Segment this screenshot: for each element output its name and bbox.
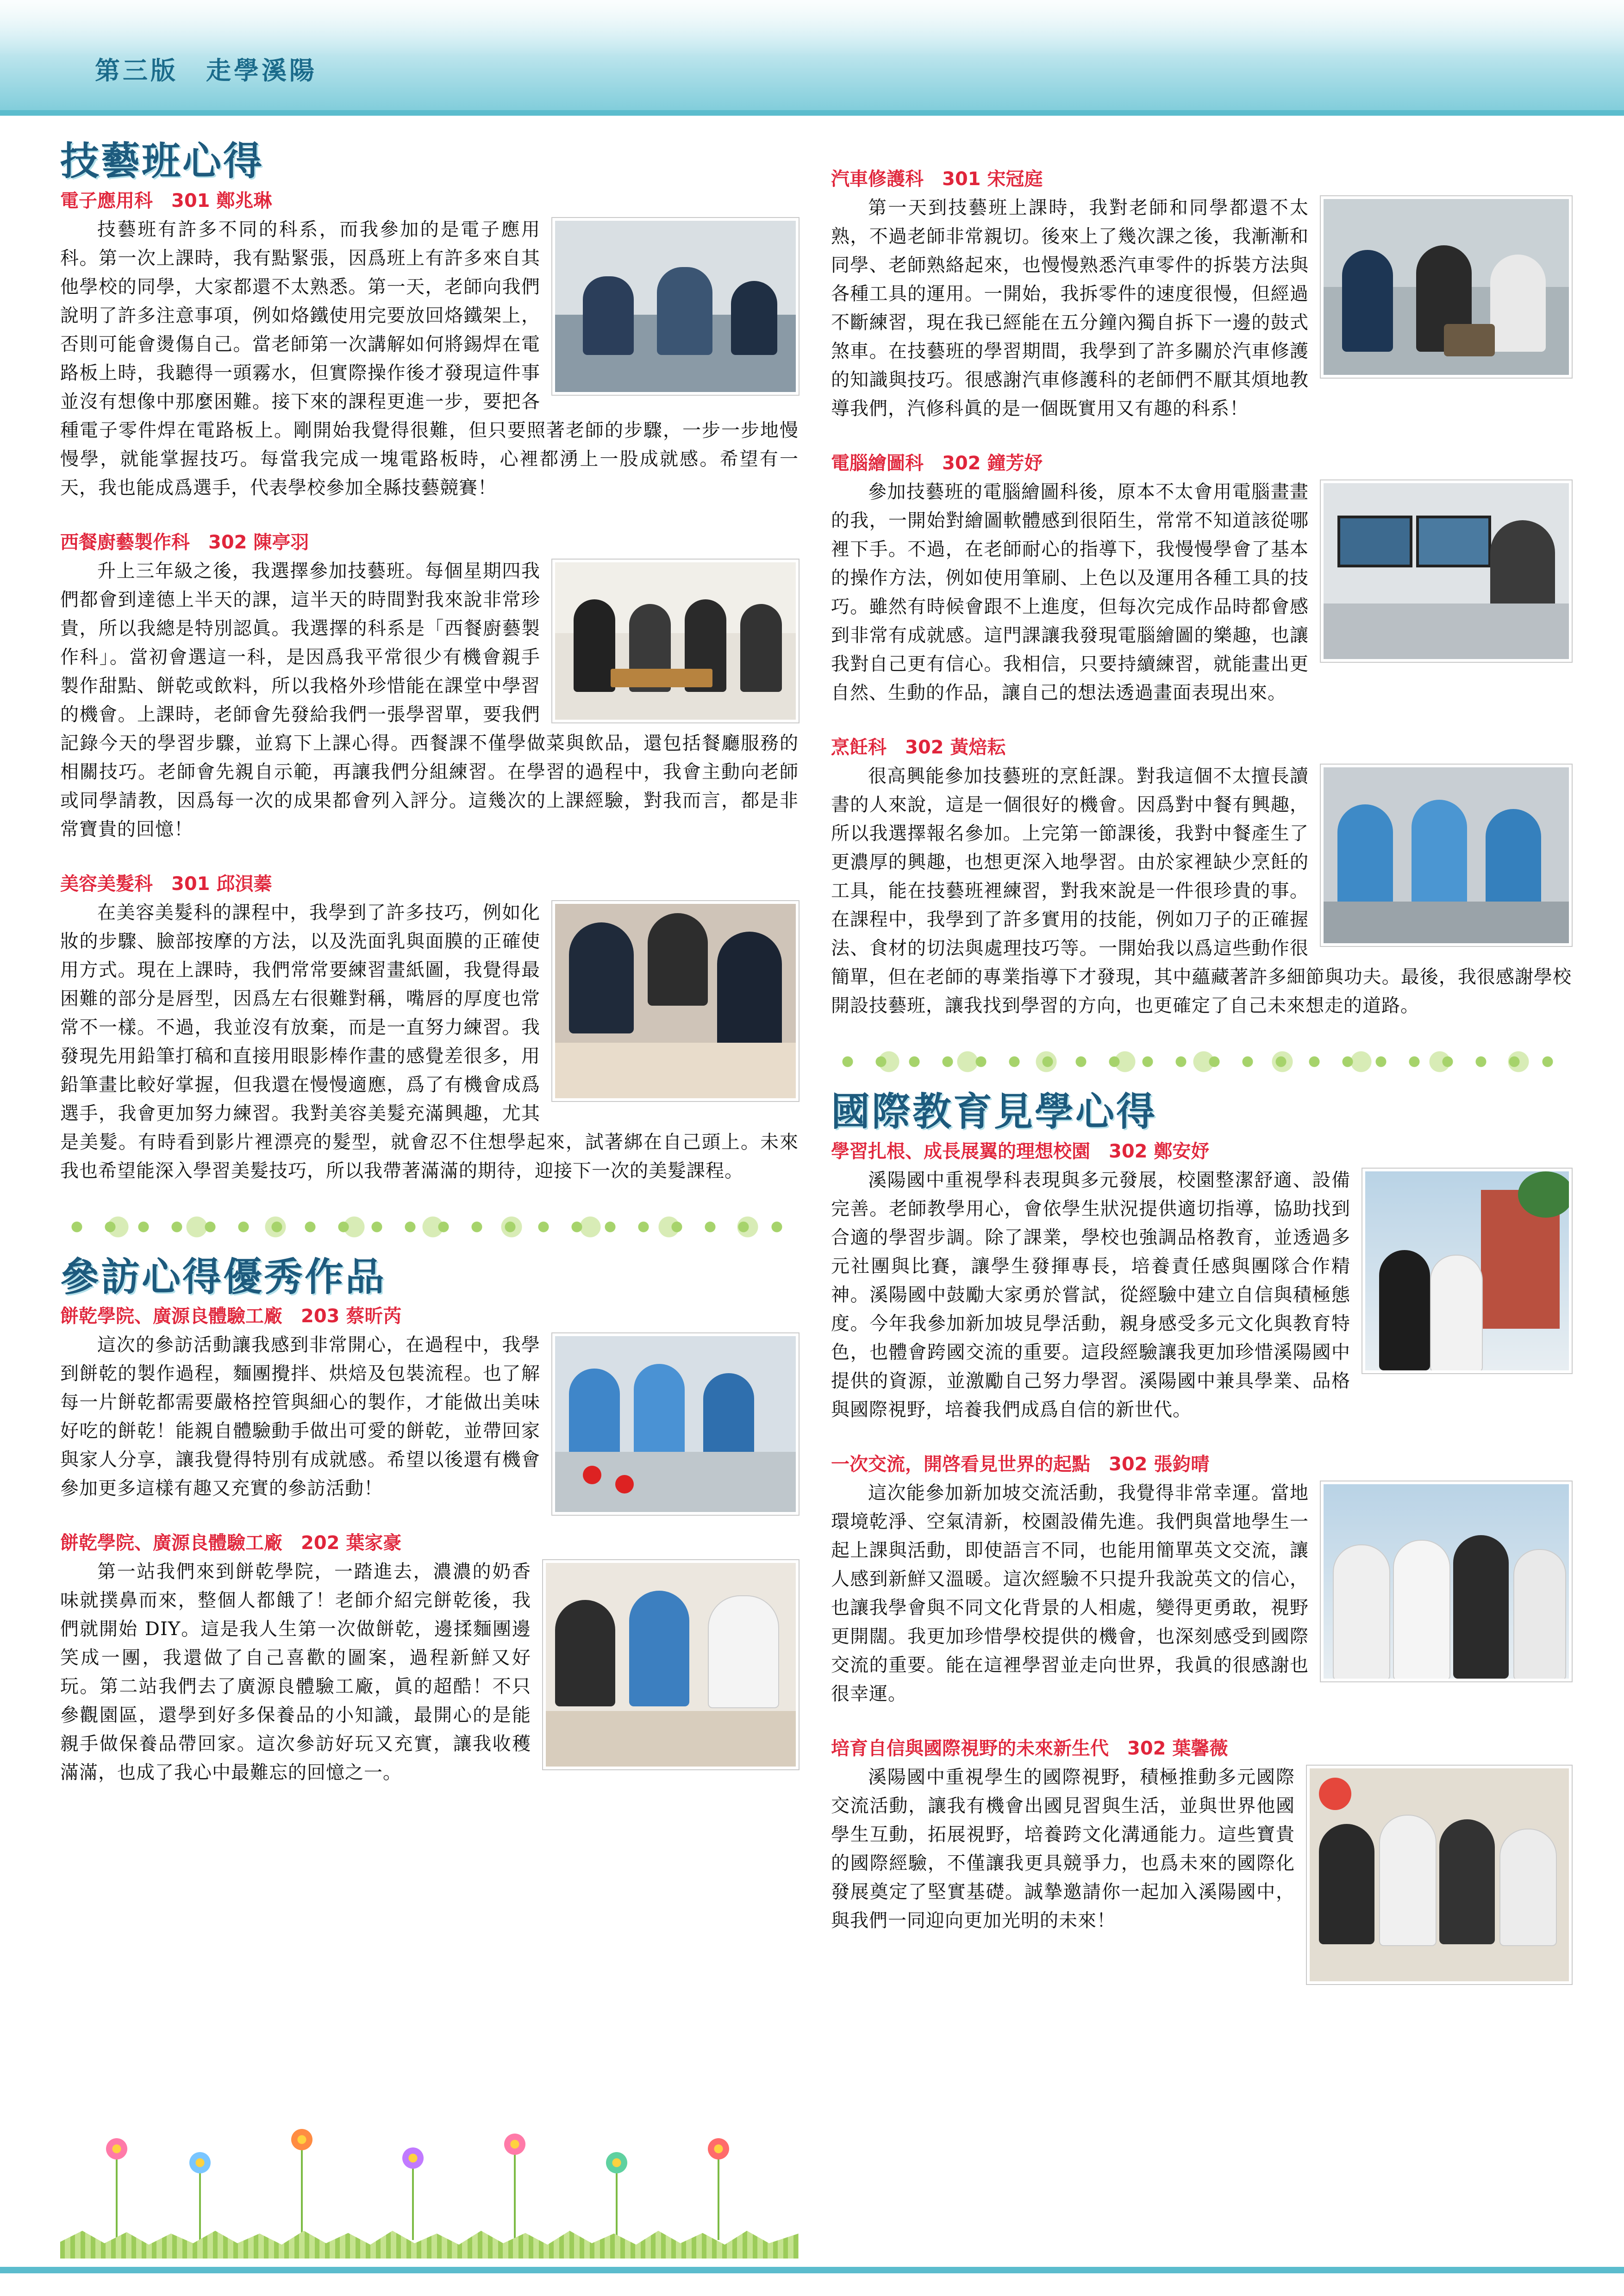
photo-student <box>657 267 712 355</box>
flower-icon <box>291 2129 312 2150</box>
photo-exchange-group <box>1321 1481 1572 1681</box>
photo-table <box>546 1711 796 1767</box>
article-title: 餅乾學院、廣源良體驗工廠 202 葉家豪 <box>60 1532 402 1554</box>
article-title: 電子應用科 301 鄭兆琳 <box>60 190 272 212</box>
photo-electronics-class <box>552 218 799 395</box>
flower-icon <box>106 2138 127 2159</box>
article-body: 參加技藝班的電腦繪圖科後，原本不太會用電腦畫畫的我，一開始對繪圖軟體感到很陌生，常常不知道該從哪裡下手。不過，在老師耐心的指導下，我慢慢學會了基本的操作方法，例如使用筆刷、上色以及運用各種工具的技巧。雖然有時候會跟不上進度，但每次完成作品時都會感到非常有成就感。這門課讓我發現電腦繪圖的樂趣，也讓我對自己更有信心。我相信，只要持續練習，就能畫出更自然、生動的作品，讓自己的想法透過畫面表現出來。 <box>831 481 1309 703</box>
article-body: 這次能參加新加坡交流活動，我覺得非常幸運。當地環境乾淨、空氣清新，校園設備先進。我們與當地學生一起上課與活動，即使語言不同，也能用簡單英文交流，讓人感到新鮮又溫暖。這次經驗不只提升我說英文的信心，也讓我學會與不同文化背景的人相處，變得更勇敢，視野更開闊。我更加珍惜學校提供的機會，也深刻感受到國際交流的重要。能在這裡學習並走向世界，我眞的很感謝也很幸運。 <box>831 1482 1309 1705</box>
header-highlight <box>0 0 1624 56</box>
photo-student <box>1499 1829 1557 1946</box>
flower-icon <box>189 2152 211 2173</box>
photo-beauty-class <box>552 901 799 1101</box>
photo-student <box>717 932 782 1052</box>
article-intl-1 <box>831 1139 1572 1424</box>
photo-student <box>1319 1824 1374 1944</box>
photo-brake-part <box>1444 324 1495 356</box>
photo-student <box>648 913 708 1006</box>
photo-student <box>1337 804 1393 911</box>
right-column <box>831 167 1572 1991</box>
article-title: 電腦繪圖科 302 鐘芳妤 <box>831 453 1043 474</box>
footer-rule <box>0 2267 1624 2273</box>
flower-icon <box>504 2134 525 2155</box>
flower-stem <box>412 2161 414 2240</box>
article-title: 培育自信與國際視野的未來新生代 302 葉馨薇 <box>831 1737 1228 1759</box>
flower-icon <box>708 2138 729 2159</box>
photo-student <box>569 1369 620 1456</box>
article-visit-1 <box>60 1304 799 1503</box>
article-body: 升上三年級之後，我選擇參加技藝班。每個星期四我們都會到達德上半天的課，這半天的時間對我來說非常珍貴，所以我總是特別認眞。我選擇的科系是「西餐廚藝製作科」。當初會選這一科，是因爲我平常很少有機會親手製作甜點、餅乾或飲料，所以我格外珍惜能在課堂中學習的機會。上課時，老師會先發給我們一張學習單，要我們記錄今天的學習步驟，並寫下上課心得。西餐課不僅學做菜與飲品，還包括餐廳服務的相關技巧。老師會先親自示範，再讓我們分組練習。在學習的過程中，我會主動向老師或同學請教，因爲每一次的成果都會列入評分。這幾次的上課經驗，對我而言，都是非常寶貴的回憶！ <box>60 560 799 840</box>
flower-decoration <box>60 2124 799 2259</box>
photo-baking-tray <box>611 669 712 687</box>
photo-student <box>569 922 634 1033</box>
article-beauty <box>60 871 799 1185</box>
article-computer-graphics <box>831 451 1572 707</box>
article-body: 這次的參訪活動讓我感到非常開心，在過程中，我學到餅乾的製作過程，麵團攪拌、烘焙及包裝流程。也了解每一片餅乾都需要嚴格控管與細心的製作，才能做出美味好吃的餅乾！能親自體驗動手做出可愛的餅乾，並帶回家與家人分享，讓我覺得特別有成就感。希望以後還有機會參加更多這樣有趣又充實的參訪活動！ <box>60 1334 540 1500</box>
photo-student <box>708 1595 779 1708</box>
photo-student <box>740 604 782 692</box>
photo-auto-workshop <box>1321 196 1572 378</box>
left-column <box>60 139 799 1815</box>
header-rule <box>0 110 1624 116</box>
photo-student <box>1439 1819 1495 1944</box>
photo-student <box>1333 1544 1390 1680</box>
dots-divider <box>60 1213 799 1241</box>
article-auto-repair <box>831 167 1572 423</box>
article-cooking <box>831 735 1572 1020</box>
flower-stem <box>718 2152 719 2240</box>
photo-student <box>1342 250 1393 352</box>
article-title: 餅乾學院、廣源良體驗工廠 203 蔡昕芮 <box>60 1306 402 1327</box>
dots-divider <box>831 1048 1572 1076</box>
article-title: 學習扎根、成長展翼的理想校園 302 鄭安妤 <box>831 1140 1210 1162</box>
photo-kitchen-class <box>1321 765 1572 946</box>
photo-student <box>574 599 615 692</box>
photo-monitor <box>1416 516 1491 567</box>
article-body: 溪陽國中重視學科表現與多元發展，校園整潔舒適、設備完善。老師教學用心，會依學生狀況提供適切指導，協助找到合適的學習步調。除了課業，學校也強調品格教育，並透過多元社團與比賽，讓學生發揮專長，培養責任感與團隊合作精神。溪陽國中鼓勵大家勇於嘗試，從經驗中建立自信與積極態度。今年我參加新加坡見學活動，親身感受多元文化與教育特色，也體會跨國交流的重要。這段經驗讓我更加珍惜溪陽國中提供的資源，並激勵自己努力學習。溪陽國中兼具學業、品格與國際視野，培養我們成爲自信的新世代。 <box>831 1169 1350 1420</box>
flower-icon <box>606 2152 627 2173</box>
article-visit-2 <box>60 1531 799 1787</box>
photo-student <box>1379 1250 1430 1370</box>
article-title: 美容美髮科 301 邱浿蓁 <box>60 873 272 895</box>
article-intl-2 <box>831 1452 1572 1708</box>
photo-student <box>629 1591 689 1706</box>
photo-diy-cookies <box>543 1560 799 1769</box>
article-body: 技藝班有許多不同的科系，而我參加的是電子應用科。第一次上課時，我有點緊張，因爲班上有許多來自其他學校的同學，大家都還不太熟悉。第一天，老師向我們說明了許多注意事項，例如烙鐵使用完要放回烙鐵架上，否則可能會燙傷自己。當老師第一次講解如何將錫焊在電路板上時，我聽得一頭霧水，但實際操作後才發現這件事並沒有想像中那麼困難。接下來的課程更進一步，要把各種電子零件焊在電路板上。剛開始我覺得很難，但只要照著老師的步驟，一步一步地慢慢學，就能掌握技巧。每當我完成一塊電路板時，心裡都湧上一股成就感。希望有一天，我也能成爲選手，代表學校參加全縣技藝競賽！ <box>60 218 799 498</box>
flower-icon <box>402 2147 424 2169</box>
photo-student <box>703 1373 754 1456</box>
flower-stem <box>514 2147 516 2240</box>
photo-cooking-class <box>552 560 799 722</box>
photo-lanyard-badge <box>1319 1778 1351 1810</box>
flower-stem <box>616 2166 618 2240</box>
section-heading-skills: 技藝班心得 <box>60 138 264 184</box>
flower-stem <box>116 2152 118 2240</box>
article-body: 在美容美髮科的課程中，我學到了許多技巧，例如化妝的步驟、臉部按摩的方法，以及洗面乳與面膜的正確使用方式。現在上課時，我們常常要練習畫紙圖，我覺得最困難的部分是唇型，因爲左右很難對稱，嘴唇的厚度也常常不一樣。不過，我並沒有放棄，而是一直努力練習。我發現先用鉛筆打稿和直接用眼影棒作畫的感覺差很多，用鉛筆畫比較好掌握，但我還在慢慢適應，爲了有機會成爲選手，我會更加努力練習。我對美容美髮充滿興趣，尤其是美髮。有時看到影片裡漂亮的髮型，就會忍不住想學起來，試著綁在自己頭上。未來我也希望能深入學習美髮技巧，所以我帶著滿滿的期待，迎接下一次的美髮課程。 <box>60 902 799 1182</box>
photo-counter <box>1324 902 1569 943</box>
article-title: 烹飪科 302 黃焙耘 <box>831 737 1006 758</box>
page-header <box>0 0 1624 116</box>
photo-palm-tree <box>1518 1171 1572 1218</box>
photo-apples <box>615 1475 634 1493</box>
photo-apples <box>583 1466 601 1484</box>
article-body: 第一天到技藝班上課時，我對老師和同學都還不太熟，不過老師非常親切。後來上了幾次課之後，我漸漸和同學、老師熟絡起來，也慢慢熟悉汽車零件的拆裝方法與各種工具的運用。一開始，我拆零件的速度很慢，但經過不斷練習，現在我已經能在五分鐘內獨自拆下一邊的鼓式煞車。在技藝班的學習期間，我學到了許多關於汽車修護的知識與技巧。很感謝汽車修護科的老師們不厭其煩地教導我們，汽修科眞的是一個既實用又有趣的科系！ <box>831 197 1309 419</box>
article-body: 很高興能參加技藝班的烹飪課。對我這個不太擅長讀書的人來說，這是一個很好的機會。因爲對中餐有興趣，所以我選擇報名參加。上完第一節課後，我對中餐產生了更濃厚的興趣，也想更深入地學習。由於家裡缺少烹飪的工具，能在技藝班裡練習，對我來說是一件很珍貴的事。在課程中，我學到了許多實用的技能，例如刀子的正確握法、食材的切法與處理技巧等。一開始我以爲這些動作很簡單，但在老師的專業指導下才發現，其中蘊藏著許多細節與功夫。最後，我很感謝學校開設技藝班，讓我找到學習的方向，也更確定了自己未來想走的道路。 <box>831 765 1572 1016</box>
article-title: 西餐廚藝製作科 302 陳亭羽 <box>60 531 309 553</box>
photo-desk <box>1324 604 1569 659</box>
edition-title: 第三版 走學溪陽 <box>95 56 317 85</box>
photo-student <box>555 1600 615 1706</box>
photo-student <box>1513 1549 1566 1680</box>
photo-student <box>1486 809 1541 911</box>
section-heading-visit: 參訪心得優秀作品 <box>60 1253 387 1300</box>
grass-strip <box>60 2231 799 2259</box>
article-western-cuisine <box>60 530 799 844</box>
photo-table <box>555 1043 796 1098</box>
article-body: 第一站我們來到餅乾學院，一踏進去，濃濃的奶香味就撲鼻而來，整個人都餓了！老師介紹完餅乾後，我們就開始 DIY。這是我人生第一次做餅乾，邊揉麵團邊笑成一團，我還做了自己喜歡的圖案，過程新鮮又好玩。第二站我們去了廣源良體驗工廠，眞的超酷！不只參觀園區，還學到好多保養品的小知識，最開心的是能親手做保養品帶回家。這次參訪好玩又充實，讓我收穫滿滿，也成了我心中最難忘的回憶之一。 <box>60 1561 531 1784</box>
photo-monitor <box>1337 516 1412 567</box>
article-intl-3 <box>831 1736 1572 1935</box>
article-electronics <box>60 188 799 502</box>
photo-student <box>1430 1255 1483 1372</box>
photo-student <box>1393 1540 1450 1680</box>
photo-student <box>1453 1535 1509 1679</box>
section-heading-intl: 國際教育見學心得 <box>831 1089 1157 1134</box>
photo-singapore-street <box>1362 1169 1572 1373</box>
photo-student <box>634 1364 685 1456</box>
article-body: 溪陽國中重視學生的國際視野，積極推動多元國際交流活動，讓我有機會出國見習與生活，並與世界他國學生互動，拓展視野，培養跨文化溝通能力。這些寶貴的國際經驗，不僅讓我更具競爭力，也爲未來的國際化發展奠定了堅實基礎。誠摯邀請你一起加入溪陽國中，與我們一同迎向更加光明的未來！ <box>831 1766 1295 1931</box>
photo-student <box>731 281 777 355</box>
article-title: 一次交流，開啓看見世界的起點 302 張鈞晴 <box>831 1453 1210 1475</box>
photo-student <box>1412 800 1467 911</box>
photo-cookie-factory <box>552 1333 799 1515</box>
photo-student <box>583 276 634 355</box>
photo-computer-lab <box>1321 480 1572 662</box>
photo-student <box>1379 1815 1437 1946</box>
photo-student <box>1490 255 1546 352</box>
flower-stem <box>199 2166 201 2240</box>
photo-group-selfie <box>1307 1766 1572 1984</box>
flower-stem <box>301 2143 303 2240</box>
article-title: 汽車修護科 301 宋冠庭 <box>831 168 1043 190</box>
